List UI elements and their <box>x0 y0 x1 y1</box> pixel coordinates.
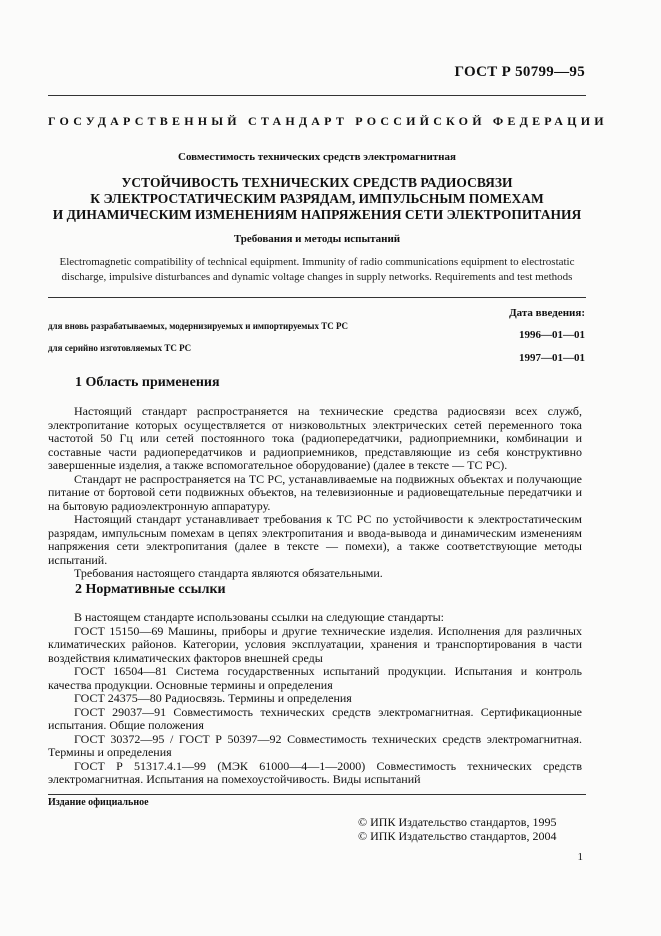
reference-item: ГОСТ Р 51317.4.1—99 (МЭК 61000—4—1—2000) Совместимость технических средств электромагнитная. Испытания на помехоустойчивость. Виды испытаний <box>48 758 582 786</box>
series-title: Совместимость технических средств электромагнитная <box>178 151 456 163</box>
official-edition-label: Издание официальное <box>48 797 149 808</box>
reference-item: ГОСТ 30372—95 / ГОСТ Р 50397—92 Совместимость технических средств электромагнитная. Термины и определения <box>48 731 582 759</box>
reference-item: ГОСТ 16504—81 Система государственных испытаний продукции. Испытания и контроль качества продукции. Основные термины и определения <box>48 664 582 692</box>
paragraph: Настоящий стандарт распространяется на технические средства радиосвязи всех служб, электропитание которых осуществляется от низковольтных электрических сетей переменного тока частотой 50 Гц или сетей постоянного тока (радиопередатчики, радиоприемники, комбинации и составные части радиопередатчиков и радиоприемников, представляющие из себя конструктивно завершенные изделия, а также вспомогательное оборудование) (далее в тексте — ТС РС). <box>48 404 582 472</box>
english-title <box>48 255 586 285</box>
reference-item: ГОСТ 15150—69 Машины, приборы и другие технические изделия. Исполнения для различных климатических районов. Категории, условия эксплуатации, хранения и транспортирования в части воздействия климатических факторов внешней среды <box>48 623 582 665</box>
section-heading-references: 2 Нормативные ссылки <box>75 582 226 597</box>
section-body-scope <box>48 405 582 581</box>
title-line: И ДИНАМИЧЕСКИМ ИЗМЕНЕНИЯМ НАПРЯЖЕНИЯ СЕТИ ЭЛЕКТРОПИТАНИЯ <box>52 207 582 222</box>
page-number: 1 <box>577 851 583 863</box>
paragraph: Требования настоящего стандарта являются обязательными. <box>74 566 383 580</box>
introduction-row-text: для серийно изготовляемых ТС РС <box>48 343 192 353</box>
english-title-line: Electromagnetic compatibility of technical equipment. Immunity of radio communications equipment to electrostatic <box>59 256 575 268</box>
document-title <box>48 175 586 223</box>
reference-item: ГОСТ 29037—91 Совместимость технических средств электромагнитная. Сертификационные испытания. Общие положения <box>48 704 582 732</box>
footer-divider <box>48 794 586 795</box>
state-standard-heading: ГОСУДАРСТВЕННЫЙ СТАНДАРТ РОССИЙСКОЙ ФЕДЕРАЦИИ <box>48 114 608 128</box>
introduction-row-date: 1997—01—01 <box>519 352 585 364</box>
introduction-row-text: для вновь разрабатываемых, модернизируемых и импортируемых ТС РС <box>48 321 349 331</box>
introduction-date-label: Дата введения: <box>509 307 585 319</box>
reference-item: ГОСТ 24375—80 Радиосвязь. Термины и определения <box>74 691 352 705</box>
title-line: К ЭЛЕКТРОСТАТИЧЕСКИМ РАЗРЯДАМ, ИМПУЛЬСНЫМ ПОМЕХАМ <box>90 191 544 206</box>
paragraph: Настоящий стандарт устанавливает требования к ТС РС по устойчивости к электростатическим разрядам, импульсным помехам в цепях электропитания и ввода-вывода и динамическим изменениям напряжения сети электропитания (далее в тексте — помехи), а также соответствующие методы испытаний. <box>48 512 582 567</box>
paragraph: В настоящем стандарте использованы ссылки на следующие стандарты: <box>74 610 445 624</box>
copyright-line: © ИПК Издательство стандартов, 2004 <box>358 829 557 843</box>
title-line: УСТОЙЧИВОСТЬ ТЕХНИЧЕСКИХ СРЕДСТВ РАДИОСВЯЗИ <box>121 175 513 190</box>
top-divider <box>48 95 586 96</box>
document-code: ГОСТ Р 50799—95 <box>454 64 585 80</box>
introduction-row-date: 1996—01—01 <box>519 329 585 341</box>
section-body-references <box>48 611 582 787</box>
section-heading-scope: 1 Область применения <box>75 375 220 390</box>
copyright-line: © ИПК Издательство стандартов, 1995 <box>358 815 557 829</box>
document-subtitle: Требования и методы испытаний <box>233 233 401 245</box>
title-divider <box>48 297 586 298</box>
english-title-line: discharge, impulsive disturbances and dynamic voltage changes in supply networks. Requirements and test methods <box>61 271 573 283</box>
paragraph: Стандарт не распространяется на ТС РС, устанавливаемые на подвижных объектах и получающие питание от бортовой сети подвижных объектов, на телевизионные и радиовещательные передатчики и на бытовую радиоэлектронную аппаратуру. <box>48 471 582 513</box>
